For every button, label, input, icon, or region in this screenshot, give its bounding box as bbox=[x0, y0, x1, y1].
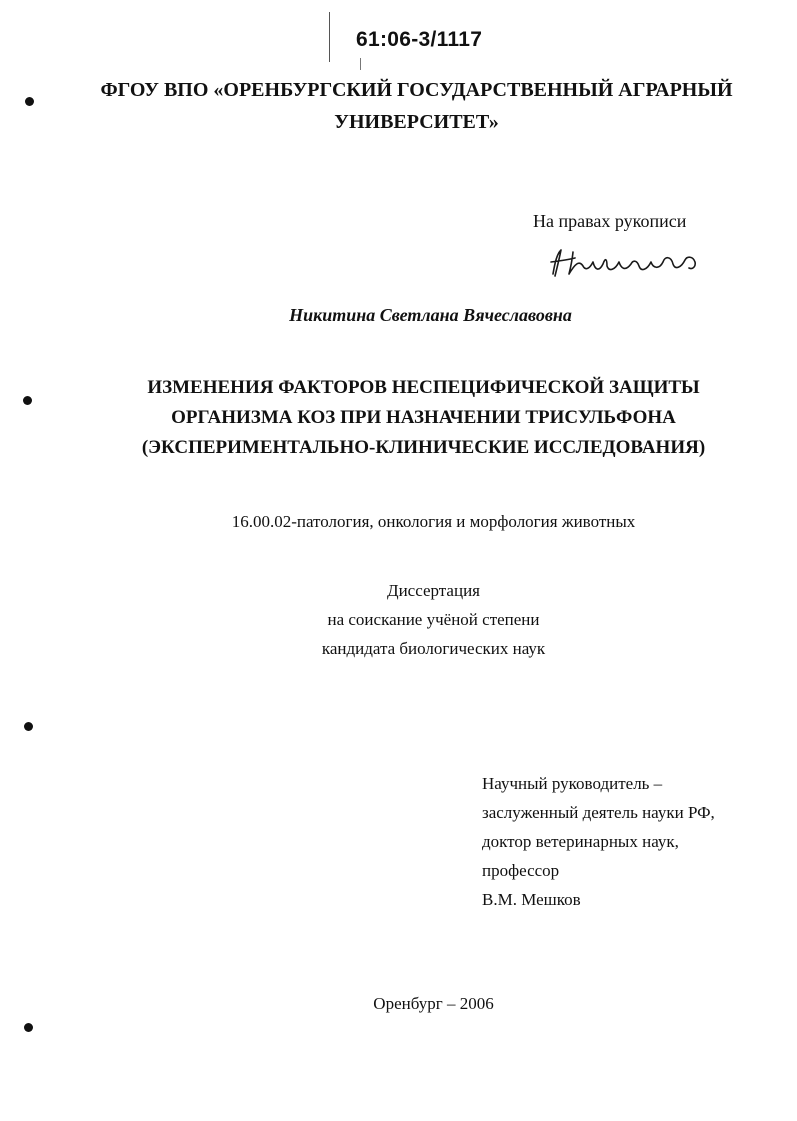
city-year: Оренбург – 2006 bbox=[373, 994, 494, 1013]
binding-hole-mark bbox=[24, 722, 33, 731]
supervisor-line: доктор ветеринарных наук, bbox=[482, 832, 679, 851]
degree-statement bbox=[0, 576, 797, 663]
scan-artifact-line bbox=[329, 12, 330, 62]
degree-line: Диссертация bbox=[386, 581, 480, 600]
archive-code-number: 61:06-3/1117 bbox=[356, 28, 483, 51]
binding-hole-mark bbox=[25, 97, 34, 106]
scan-artifact-tick bbox=[360, 58, 361, 70]
specialty-code: 16.00.02-патология, онкология и морфология животных bbox=[231, 512, 636, 531]
institution-line-2: УНИВЕРСИТЕТ» bbox=[334, 111, 499, 133]
scientific-supervisor bbox=[482, 769, 715, 914]
title-line: (ЭКСПЕРИМЕНТАЛЬНО-КЛИНИЧЕСКИЕ ИССЛЕДОВАНИЯ) bbox=[141, 437, 706, 458]
title-line: ОРГАНИЗМА КОЗ ПРИ НАЗНАЧЕНИИ ТРИСУЛЬФОНА bbox=[171, 407, 676, 428]
supervisor-line: профессор bbox=[482, 861, 560, 880]
degree-line: на соискание учёной степени bbox=[327, 610, 540, 629]
supervisor-line: В.М. Мешков bbox=[482, 890, 581, 909]
dissertation-title bbox=[0, 373, 797, 463]
manuscript-rights-note: На правах рукописи bbox=[533, 211, 687, 231]
author-name: Никитина Светлана Вячеславовна bbox=[289, 305, 572, 325]
binding-hole-mark bbox=[23, 396, 32, 405]
institution-name bbox=[0, 74, 797, 138]
supervisor-line: Научный руководитель – bbox=[482, 774, 663, 793]
degree-line: кандидата биологических наук bbox=[321, 639, 546, 658]
title-line: ИЗМЕНЕНИЯ ФАКТОРОВ НЕСПЕЦИФИЧЕСКОЙ ЗАЩИТЫ bbox=[147, 377, 700, 398]
binding-hole-mark bbox=[24, 1023, 33, 1032]
institution-line-1: ФГОУ ВПО «ОРЕНБУРГСКИЙ ГОСУДАРСТВЕННЫЙ АГРАРНЫЙ bbox=[100, 79, 733, 101]
author-signature bbox=[545, 244, 705, 280]
supervisor-line: заслуженный деятель науки РФ, bbox=[482, 803, 715, 822]
